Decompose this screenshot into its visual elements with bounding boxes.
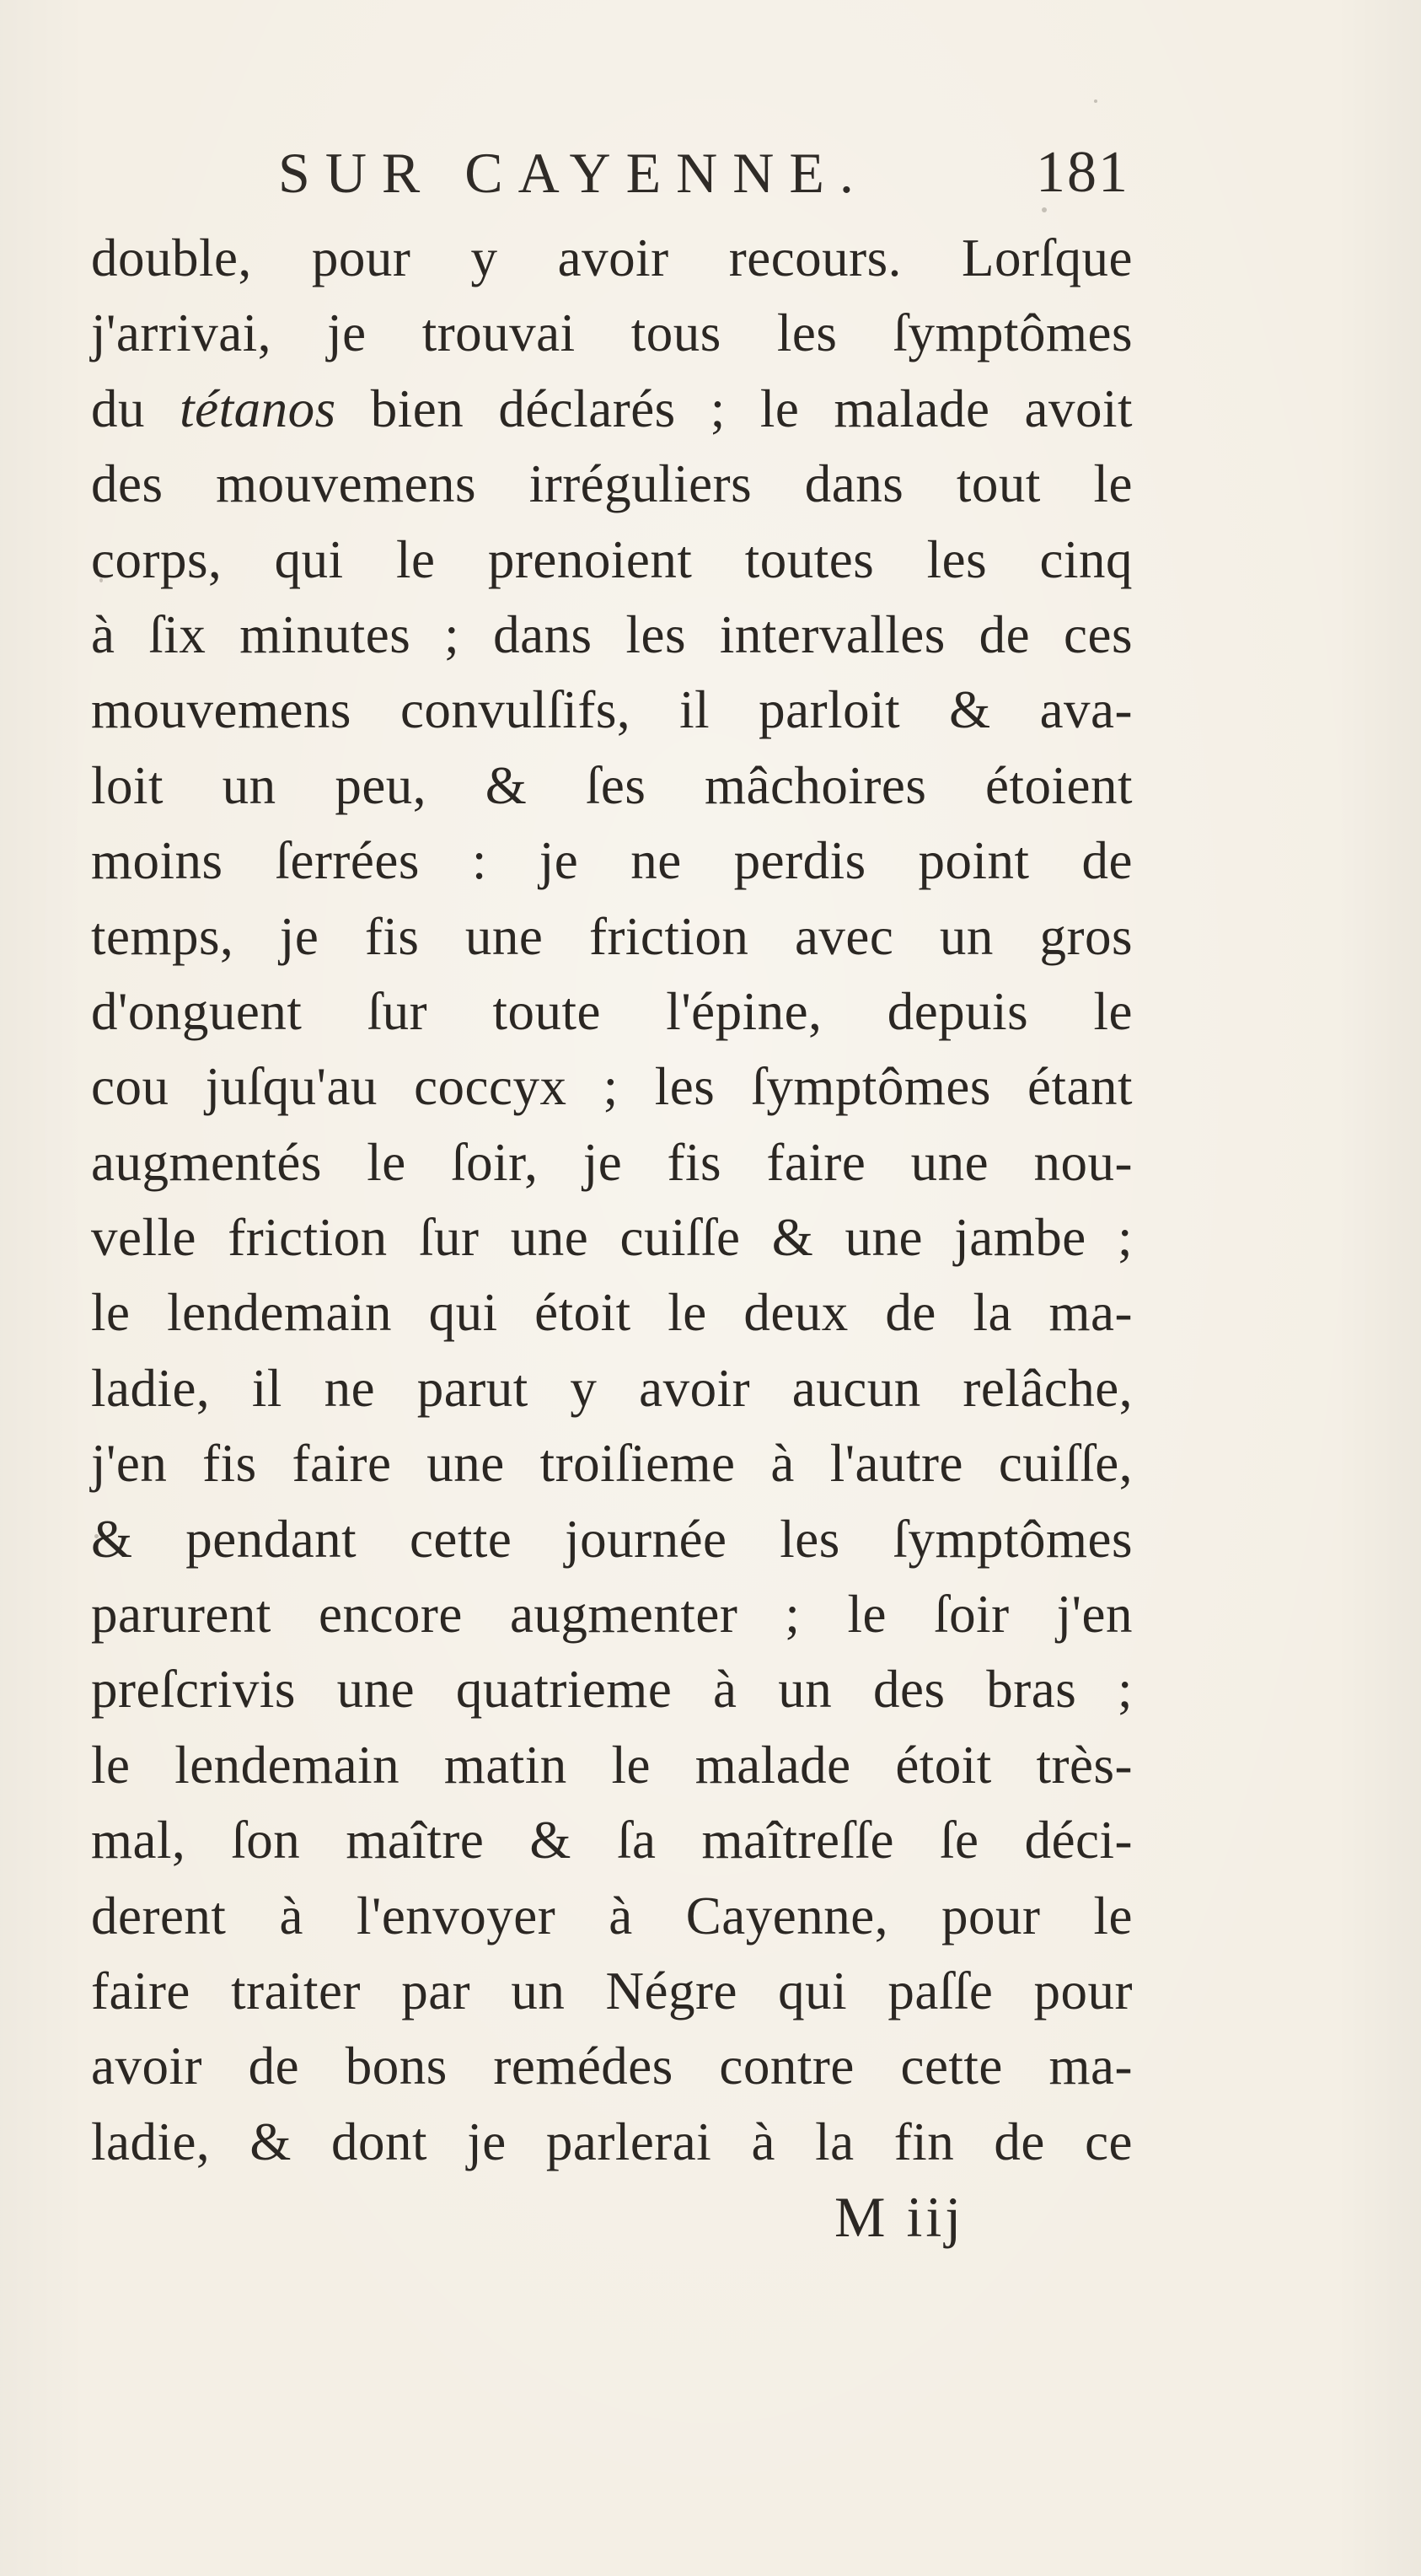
text-line: & pendant cette journée les ſymptômes (91, 1509, 1133, 1569)
text-line: augmentés le ſoir, je fis faire une nou- (91, 1132, 1133, 1192)
paper-speck (99, 578, 103, 582)
text-line: preſcrivis une quatrieme à un des bras ; (91, 1660, 1133, 1720)
text-line: du tétanos bien déclarés ; le malade avoit (91, 378, 1133, 438)
text-line: parurent encore augmenter ; le ſoir j'en (91, 1585, 1133, 1645)
paper-speck (1042, 207, 1047, 212)
text-line: moins ſerrées : je ne perdis point de (91, 831, 1133, 891)
text-line: ladie, & dont je parlerai à la fin de ce (91, 2112, 1133, 2171)
text-line: loit un peu, & ſes mâchoires étoient (91, 755, 1133, 815)
text-line: velle friction ſur une cuiſſe & une jambe ; (91, 1208, 1133, 1268)
text-line: double, pour y avoir recours. Lorſque (91, 228, 1133, 287)
text-line: j'arrivai, je trouvai tous les ſymptômes (91, 303, 1133, 363)
running-head (278, 126, 1129, 219)
text-line: cou juſqu'au coccyx ; les ſymptômes étant (91, 1057, 1133, 1117)
text-line: des mouvemens irréguliers dans tout le (91, 454, 1133, 514)
paper-speck (1094, 99, 1097, 103)
text-line: mal, ſon maître & ſa maîtreſſe ſe déci- (91, 1811, 1133, 1870)
signature-mark: M iij (834, 2185, 965, 2249)
text-line: ladie, il ne parut y avoir aucun relâche, (91, 1358, 1133, 1418)
text-line: à ſix minutes ; dans les intervalles de ces (91, 604, 1133, 664)
text-line: le lendemain matin le malade étoit très- (91, 1735, 1133, 1795)
text-line: derent à l'envoyer à Cayenne, pour le (91, 1886, 1133, 1945)
body-text (91, 221, 1133, 2180)
text-line: temps, je fis une friction avec un gros (91, 906, 1133, 966)
text-line: mouvemens convulſifs, il parloit & ava- (91, 680, 1133, 740)
page-number: 181 (1036, 140, 1129, 205)
text-line: j'en fis faire une troiſieme à l'autre cuiſſe, (91, 1434, 1133, 1494)
italic-term: tétanos (180, 378, 336, 438)
text-line: d'onguent ſur toute l'épine, depuis le (91, 981, 1133, 1041)
text-line: avoir de bons remédes contre cette ma- (91, 2037, 1133, 2096)
text-line: corps, qui le prenoient toutes les cinq (91, 529, 1133, 589)
paper-speck (94, 1534, 99, 1538)
text-line: faire traiter par un Négre qui paſſe pour (91, 1961, 1133, 2021)
text-line: le lendemain qui étoit le deux de la ma- (91, 1283, 1133, 1343)
running-head-title: SUR CAYENNE. (278, 141, 869, 205)
